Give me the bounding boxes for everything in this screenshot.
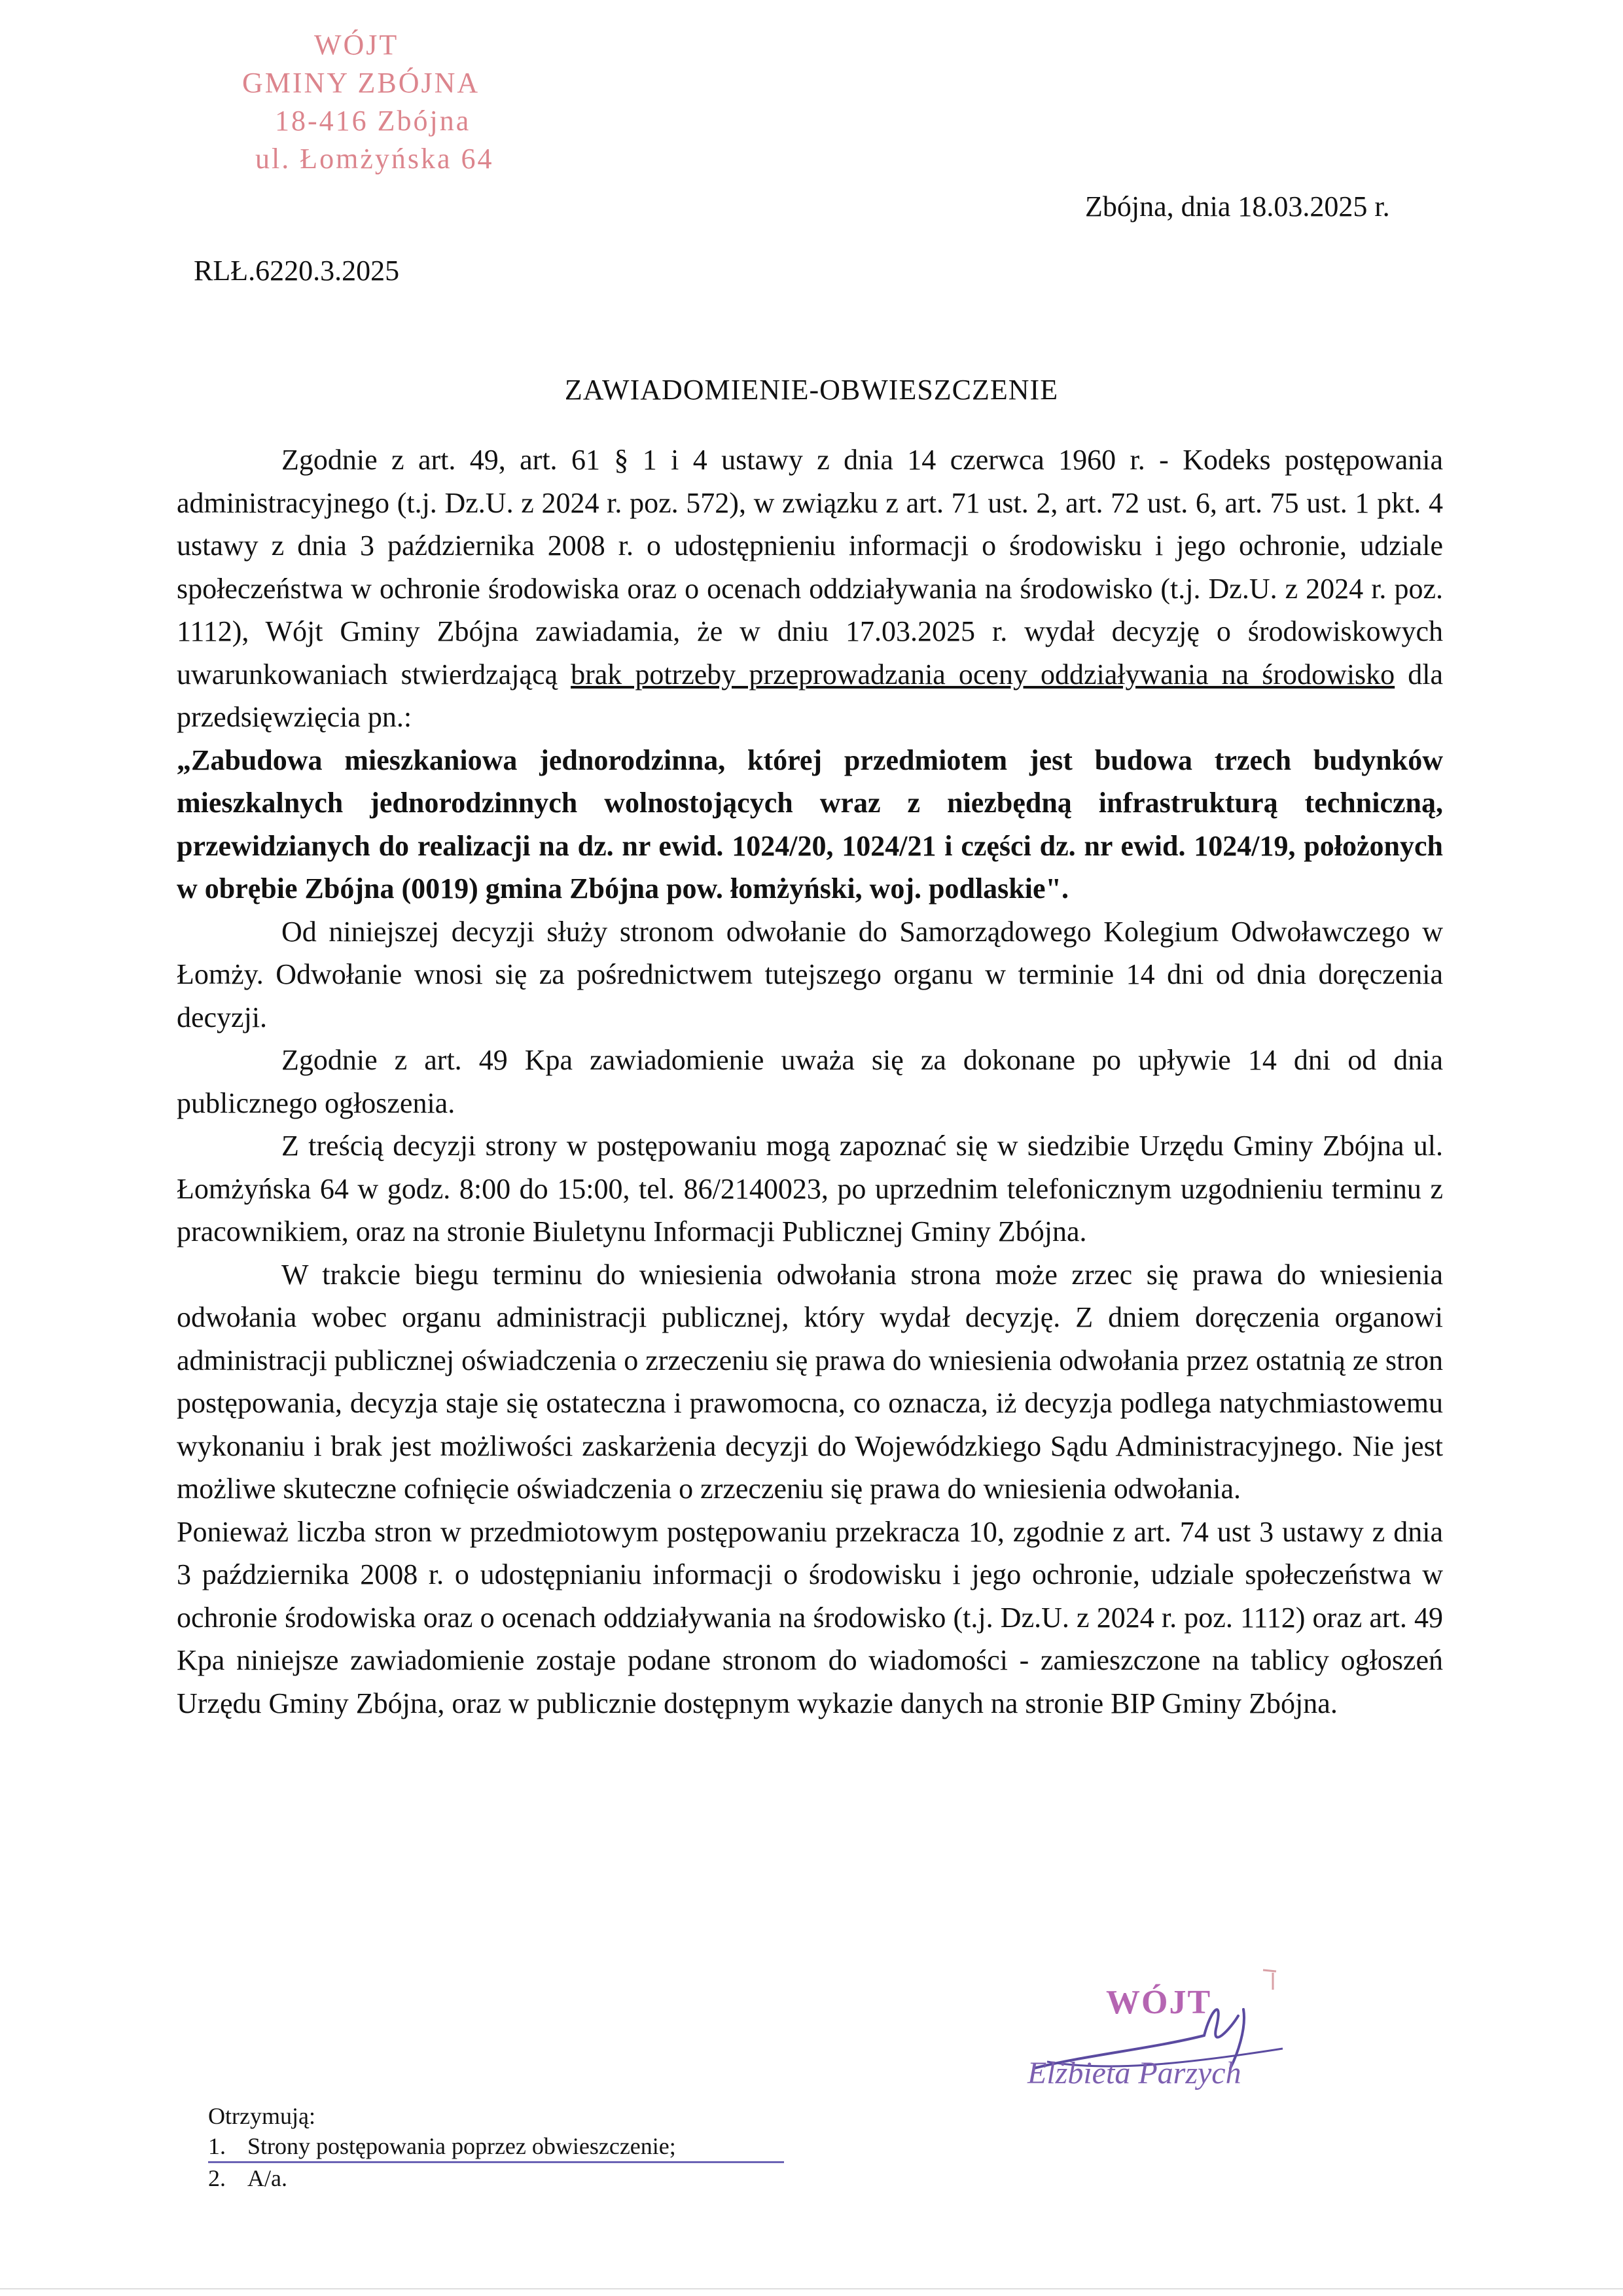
- reference-number: RLŁ.6220.3.2025: [194, 255, 400, 287]
- paragraph-text: dla przedsięwzięcia pn.:: [177, 658, 1443, 733]
- project-description: „Zabudowa mieszkaniowa jednorodzinna, której przedmiotem jest budowa trzech budynków mieszkalnych jednorodzinnych wolnostojących wraz z niezbędną infrastrukturą techniczną, przewidzianych do realizacji na dz. nr ewid. 1024/20, 1024/21 i części dz. nr ewid. 1024/19, położonych w obrębie Zbójna (0019) gmina Zbójna pow. łomżyński, woj. podlaskie".: [177, 744, 1443, 905]
- paragraph-access: Z treścią decyzji strony w postępowaniu mogą zapoznać się w siedzibie Urzędu Gminy Zbójna ul. Łomżyńska 64 w godz. 8:00 do 15:00, tel. 86/2140023, po uprzednim telefonicznym uzgodnieniu terminu z pracownikiem, oraz na stronie Biuletynu Informacji Publicznej Gminy Zbójna.: [177, 1130, 1443, 1247]
- paragraph-appeal: Od niniejszej decyzji służy stronom odwołanie do Samorządowego Kolegium Odwoławczego w Łomży. Odwołanie wnosi się za pośrednictwem tutejszego organu w terminie 14 dni od dnia doręczenia decyzji.: [177, 915, 1443, 1033]
- signature-stamp: [1008, 1957, 1309, 2114]
- list-item: [208, 2163, 797, 2193]
- stamp-line-postcode: 18-416 Zbójna: [275, 105, 471, 137]
- document-title: ZAWIADOMIENIE-OBWIESZCZENIE: [564, 374, 1059, 406]
- office-stamp: [216, 26, 517, 178]
- paragraph-legal-basis: [177, 439, 1443, 739]
- paragraph-text: Zgodnie z art. 49, art. 61 § 1 i 4 ustawy z dnia 14 czerwca 1960 r. - Kodeks postępowania administracyjnego (t.j. Dz.U. z 2024 r. poz. 572), w związku z art. 71 ust. 2, art. 72 ust. 6, art. 75 ust. 1 pkt. 4 ustawy z dnia 3 października 2008 r. o udostępnieniu informacji o środowisku i jego ochronie, udziale społeczeństwa w ochronie środowiska oraz o ocenach oddziaływania na środowisko (t.j. Dz.U. z 2024 r. poz. 1112), Wójt Gminy Zbójna zawiadamia, że w dniu 17.03.2025 r. wydał decyzję o środowiskowych uwarunkowaniach stwierdzającą: [177, 444, 1443, 691]
- decision-finding: brak potrzeby przeprowadzania oceny oddziaływania na środowisko: [571, 658, 1395, 691]
- place-and-date: Zbójna, dnia 18.03.2025 r.: [1085, 190, 1390, 223]
- paragraph-publication: Ponieważ liczba stron w przedmiotowym postępowaniu przekracza 10, zgodnie z art. 74 ust 3 ustawy z dnia 3 października 2008 r. o udostępnianiu informacji o środowisku i jego ochronie, udziale społeczeństwa w ochronie środowiska oraz o ocenach oddziaływania na środowisko (t.j. Dz.U. z 2024 r. poz. 1112) oraz art. 49 Kpa niniejsze zawiadomienie zostaje podane stronom do wiadomości - zamieszczone na tablicy ogłoszeń Urzędu Gminy Zbójna, oraz w publicznie dostępnym wykazie danych na stronie BIP Gminy Zbójna.: [177, 1515, 1443, 1719]
- recipients-list: [208, 2101, 797, 2193]
- stamp-line-office: GMINY ZBÓJNA: [242, 67, 480, 99]
- item-number: 2.: [208, 2165, 226, 2191]
- scan-edge: [0, 2288, 1623, 2289]
- document-body: [177, 439, 1443, 1725]
- signatory-name: Elżbieta Parzych: [1027, 2056, 1241, 2090]
- signature-title: WÓJT: [1106, 1984, 1212, 2021]
- recipients-heading: Otrzymują:: [208, 2103, 315, 2129]
- item-text: Strony postępowania poprzez obwieszczenie;: [247, 2133, 676, 2159]
- stamp-line-title: WÓJT: [314, 29, 399, 61]
- list-item: [208, 2131, 797, 2161]
- item-text: A/a.: [247, 2165, 287, 2191]
- paragraph-notice-effect: Zgodnie z art. 49 Kpa zawiadomienie uważa się za dokonane po upływie 14 dni od dnia publicznego ogłoszenia.: [177, 1044, 1443, 1119]
- stamp-line-street: ul. Łomżyńska 64: [255, 143, 494, 175]
- item-number: 1.: [208, 2133, 226, 2159]
- paragraph-waiver: W trakcie biegu terminu do wniesienia odwołania strona może zrzec się prawa do wniesienia odwołania wobec organu administracji publicznej, który wydał decyzję. Z dniem doręczenia organowi administracji publicznej oświadczenia o zrzeczeniu się prawa do wniesienia odwołania przez ostatnią ze stron postępowania, decyzja staje się ostateczna i prawomocna, co oznacza, iż decyzja podlega natychmiastowemu wykonaniu i brak jest możliwości zaskarżenia decyzji do Wojewódzkiego Sądu Administracyjnego. Nie jest możliwe skuteczne cofnięcie oświadczenia o zrzeczeniu się prawa do wniesienia odwołania.: [177, 1258, 1443, 1505]
